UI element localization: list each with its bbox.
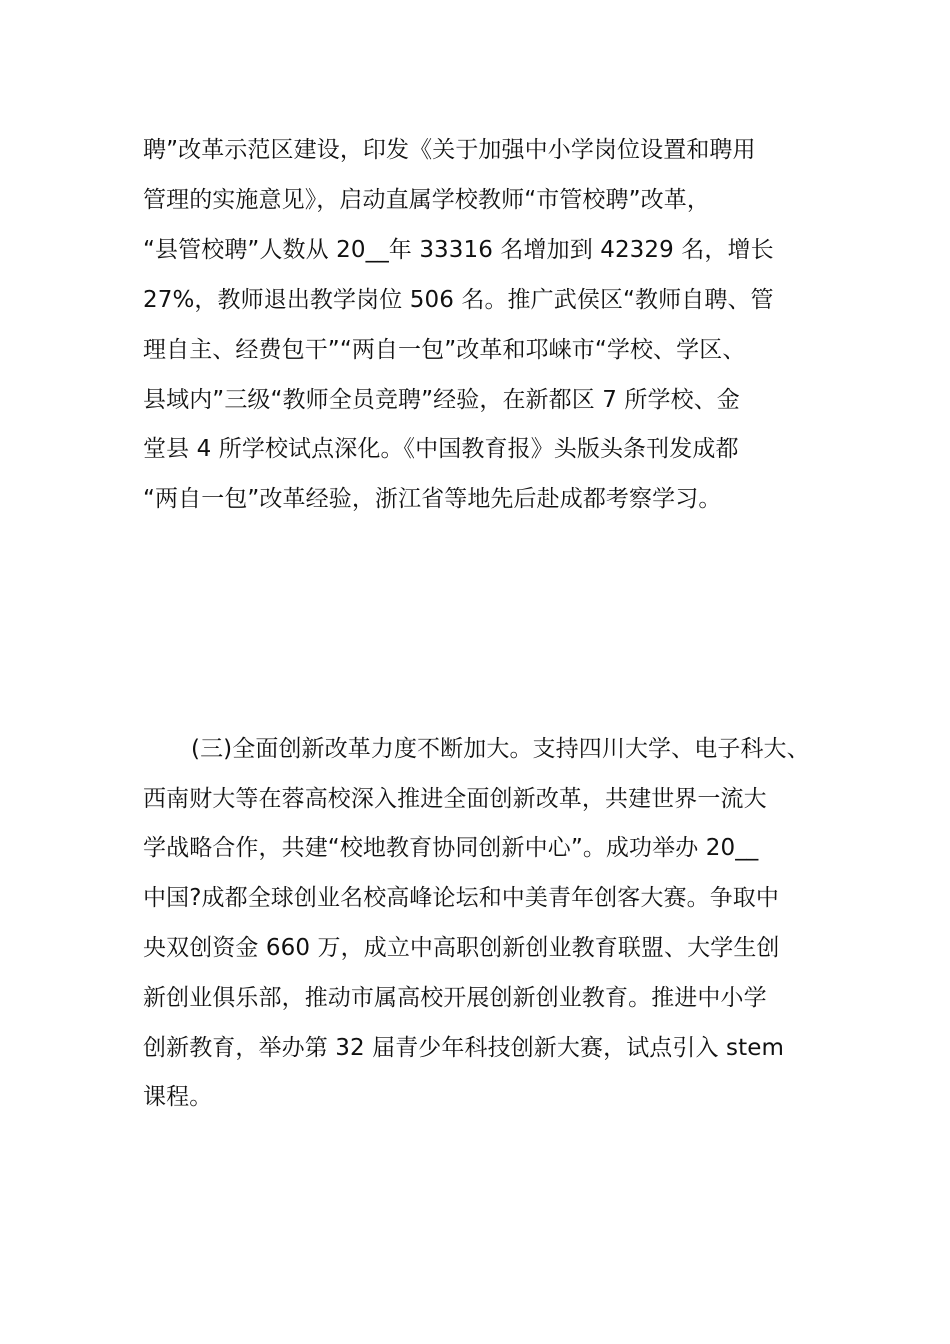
text-line: 创新教育，举办第 32 届青少年科技创新大赛，试点引入 stem	[143, 1035, 784, 1061]
text-line: 27%，教师退出教学岗位 506 名。推广武侯区“教师自聘、管	[143, 287, 774, 313]
text-line: 央双创资金 660 万，成立中高职创新创业教育联盟、大学生创	[143, 935, 780, 961]
text-line: 西南财大等在蓉高校深入推进全面创新改革，共建世界一流大	[143, 786, 767, 812]
text-line: 县域内”三级“教师全员竞聘”经验，在新都区 7 所学校、金	[143, 387, 740, 413]
text-line: 聘”改革示范区建设，印发《关于加强中小学岗位设置和聘用	[143, 137, 756, 163]
text-line: (三)全面创新改革力度不断加大。支持四川大学、电子科大、	[191, 736, 810, 762]
text-line: 堂县 4 所学校试点深化。《中国教育报》头版头条刊发成都	[143, 436, 739, 462]
text-line: 中国?成都全球创业名校高峰论坛和中美青年创客大赛。争取中	[143, 885, 780, 911]
text-line: “两自一包”改革经验，浙江省等地先后赴成都考察学习。	[143, 486, 722, 512]
text-line: 管理的实施意见》，启动直属学校教师“市管校聘”改革，	[143, 187, 710, 213]
text-line: 课程。	[143, 1084, 213, 1110]
text-line: 学战略合作，共建“校地教育协同创新中心”。成功举办 20__	[143, 835, 759, 861]
text-line: 新创业俱乐部，推动市属高校开展创新创业教育。推进中小学	[143, 985, 767, 1011]
text-line: 理自主、经费包干”“两自一包”改革和邛崃市“学校、学区、	[143, 337, 746, 363]
text-line: “县管校聘”人数从 20__年 33316 名增加到 42329 名，增长	[143, 237, 774, 263]
